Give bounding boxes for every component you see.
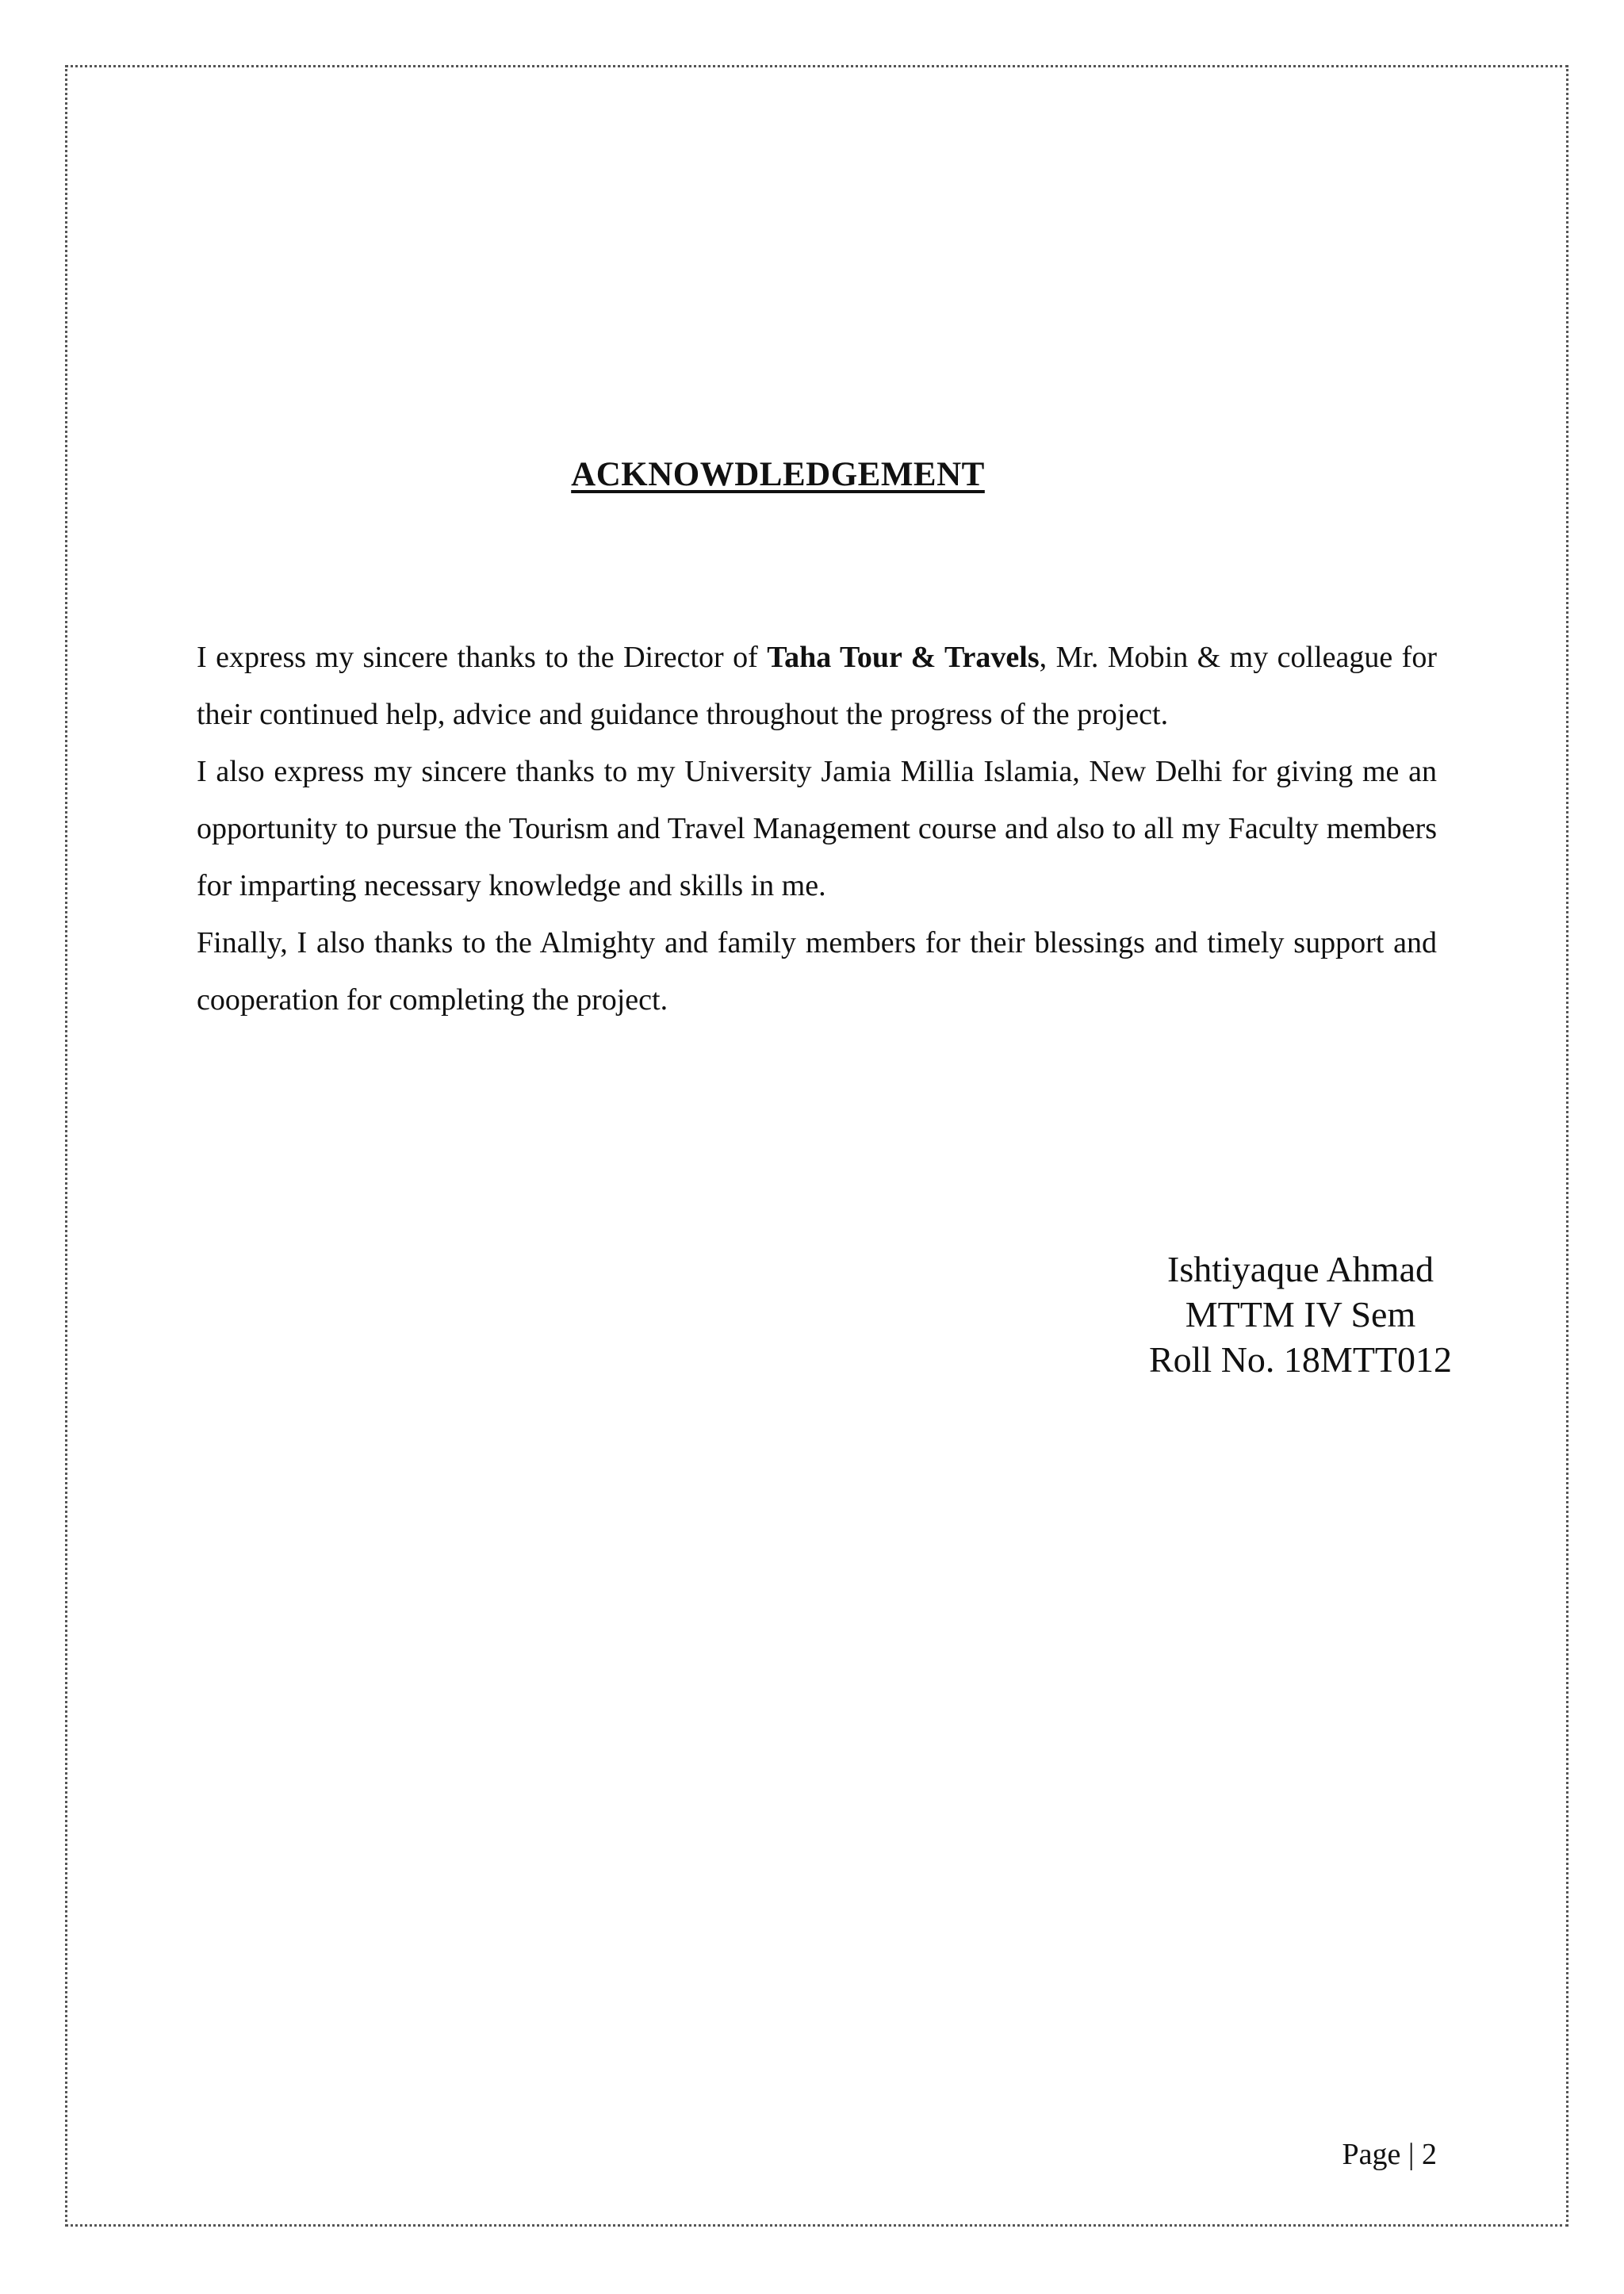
paragraph-1-after: , Mr. Mobin & my colleague for their continued help, advice and guidance throughout the progress of the project. (197, 641, 1437, 731)
signature-block (1094, 1247, 1507, 1382)
signature-name: Ishtiyaque Ahmad (1167, 1249, 1434, 1289)
company-name: Taha Tour & Travels (767, 641, 1040, 674)
signature-course: MTTM IV Sem (1185, 1294, 1416, 1335)
paragraph-1-before: I express my sincere thanks to the Director of (197, 641, 768, 674)
signature-roll-number: Roll No. 18MTT012 (1148, 1339, 1453, 1380)
page-title: ACKNOWDLEDGEMENT (571, 456, 985, 493)
acknowledgement-body (197, 629, 1437, 1028)
paragraph-thanks-university: I also express my sincere thanks to my University Jamia Millia Islamia, New Delhi for giving me an opportunity to pursue the Tourism and Travel Management course and also to all my Faculty members for imparting necessary knowledge and skills in me. (197, 755, 1437, 902)
page-number: Page | 2 (1342, 2138, 1437, 2171)
paragraph-thanks-director (197, 629, 1437, 743)
paragraph-thanks-family: Finally, I also thanks to the Almighty and family members for their blessings and timely support and cooperation for completing the project. (197, 926, 1437, 1017)
page-border (65, 65, 1568, 2227)
